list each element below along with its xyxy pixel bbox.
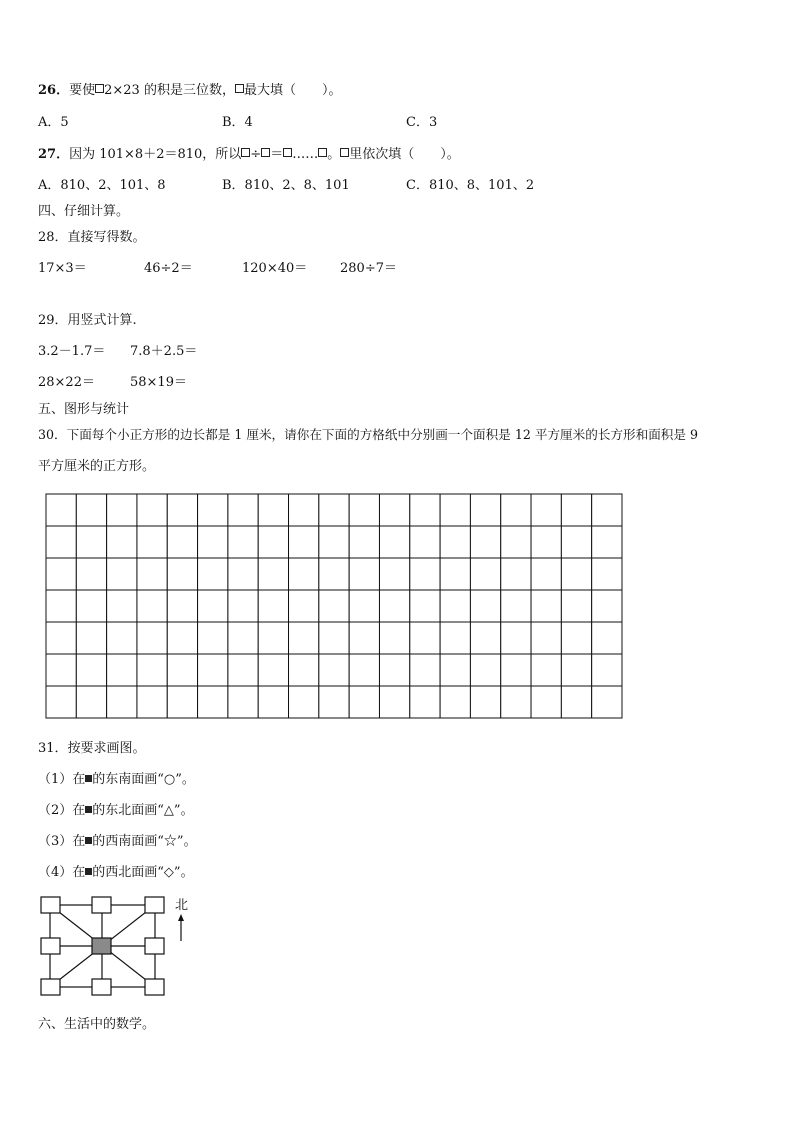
- q31-item-1: [38, 771, 195, 789]
- grid-cell[interactable]: [440, 526, 470, 558]
- grid-cell[interactable]: [107, 622, 137, 654]
- grid-cell[interactable]: [319, 494, 349, 526]
- grid-cell[interactable]: [531, 622, 561, 654]
- grid-cell[interactable]: [46, 494, 76, 526]
- northeast-box[interactable]: [145, 897, 164, 913]
- grid-cell[interactable]: [531, 526, 561, 558]
- grid-cell[interactable]: [410, 494, 440, 526]
- q31-item-4: [38, 864, 194, 882]
- grid-cell[interactable]: [228, 654, 258, 686]
- grid-cell[interactable]: [501, 590, 531, 622]
- grid-cell[interactable]: [319, 622, 349, 654]
- grid-cell[interactable]: [379, 494, 409, 526]
- grid-cell[interactable]: [167, 654, 197, 686]
- q28-item-2: 46÷2＝: [144, 261, 193, 276]
- grid-cell[interactable]: [228, 494, 258, 526]
- q27-text-a: 因为 101×8＋2＝810，所以: [69, 147, 242, 162]
- grid-cell[interactable]: [228, 526, 258, 558]
- grid-cell[interactable]: [289, 654, 319, 686]
- grid-cell[interactable]: [561, 654, 591, 686]
- grid-cell[interactable]: [137, 494, 167, 526]
- blank-box-icon: [261, 148, 270, 157]
- grid-cell[interactable]: [410, 622, 440, 654]
- q27-option-c[interactable]: C．810、8、101、2: [406, 178, 535, 193]
- north-label: 北: [175, 898, 189, 913]
- square-grid-paper[interactable]: [45, 493, 623, 720]
- grid-cell[interactable]: [258, 558, 288, 590]
- grid-cell[interactable]: [167, 558, 197, 590]
- grid-cell[interactable]: [107, 590, 137, 622]
- grid-cell[interactable]: [501, 686, 531, 718]
- grid-cell[interactable]: [349, 494, 379, 526]
- grid-cell[interactable]: [592, 590, 622, 622]
- grid-cell[interactable]: [137, 654, 167, 686]
- grid-cell[interactable]: [440, 654, 470, 686]
- grid-cell[interactable]: [107, 686, 137, 718]
- grid-cell[interactable]: [289, 622, 319, 654]
- q26-text-mid: 2×23 的积是三位数，: [104, 83, 235, 98]
- section-heading-4: 四、仔细计算。: [38, 204, 130, 219]
- east-box[interactable]: [145, 938, 164, 954]
- q26-option-b[interactable]: B．4: [222, 115, 253, 130]
- grid-cell[interactable]: [470, 654, 500, 686]
- grid-cell[interactable]: [349, 526, 379, 558]
- grid-cell[interactable]: [76, 494, 106, 526]
- grid-cell[interactable]: [76, 622, 106, 654]
- q27-option-b[interactable]: B．810、2、8、101: [222, 178, 350, 193]
- grid-cell[interactable]: [107, 526, 137, 558]
- north-box[interactable]: [92, 897, 111, 913]
- grid-cell[interactable]: [531, 558, 561, 590]
- grid-cell[interactable]: [167, 494, 197, 526]
- blank-box-icon: [241, 148, 250, 157]
- grid-cell[interactable]: [258, 590, 288, 622]
- q27-text-b: 里依次填（ ）。: [349, 147, 460, 162]
- q31-item-1-post: 的东南面画“○”。: [92, 772, 195, 787]
- grid-cell[interactable]: [46, 526, 76, 558]
- grid-cell[interactable]: [289, 526, 319, 558]
- grid-cell[interactable]: [531, 590, 561, 622]
- blank-box-icon: [340, 148, 349, 157]
- grid-cell[interactable]: [501, 494, 531, 526]
- grid-cell[interactable]: [440, 590, 470, 622]
- grid-cell[interactable]: [379, 654, 409, 686]
- grid-cell[interactable]: [592, 494, 622, 526]
- grid-cell[interactable]: [440, 558, 470, 590]
- q29-item-2: 7.8＋2.5＝: [130, 344, 198, 359]
- q29-title: 29．用竖式计算.: [38, 313, 137, 328]
- grid-cell[interactable]: [76, 686, 106, 718]
- q29-item-3: 28×22＝: [38, 375, 95, 390]
- grid-cell[interactable]: [198, 526, 228, 558]
- grid-cell[interactable]: [167, 622, 197, 654]
- grid-cell[interactable]: [470, 686, 500, 718]
- grid-cell[interactable]: [410, 558, 440, 590]
- grid-cell[interactable]: [167, 686, 197, 718]
- grid-cell[interactable]: [501, 622, 531, 654]
- grid-cell[interactable]: [167, 526, 197, 558]
- q26-number: 26．: [38, 83, 70, 98]
- grid-cell[interactable]: [470, 558, 500, 590]
- blank-box-icon: [283, 148, 292, 157]
- grid-cell[interactable]: [137, 558, 167, 590]
- grid-cell[interactable]: [349, 686, 379, 718]
- southeast-box[interactable]: [145, 979, 164, 995]
- q31-title: 31．按要求画图。: [38, 741, 146, 756]
- q31-item-4-post: 的西北面画“◇”。: [92, 865, 194, 880]
- grid-cell[interactable]: [592, 622, 622, 654]
- grid-cell[interactable]: [349, 654, 379, 686]
- section-heading-5: 五、图形与统计: [38, 402, 130, 417]
- grid-cell[interactable]: [198, 654, 228, 686]
- grid-cell[interactable]: [349, 622, 379, 654]
- grid-cell[interactable]: [410, 590, 440, 622]
- southwest-box[interactable]: [41, 979, 60, 995]
- grid-cell[interactable]: [561, 590, 591, 622]
- q28-item-3: 120×40＝: [242, 261, 308, 276]
- q29-item-1: 3.2－1.7＝: [38, 344, 106, 359]
- grid-cell[interactable]: [258, 526, 288, 558]
- grid-cell[interactable]: [228, 622, 258, 654]
- grid-cell[interactable]: [228, 558, 258, 590]
- grid-cell[interactable]: [76, 526, 106, 558]
- south-box[interactable]: [92, 979, 111, 995]
- grid-cell[interactable]: [46, 686, 76, 718]
- grid-cell[interactable]: [76, 590, 106, 622]
- q31-item-2-pre: （2）在: [38, 803, 86, 818]
- grid-cell[interactable]: [440, 494, 470, 526]
- grid-cell[interactable]: [198, 494, 228, 526]
- grid-cell[interactable]: [592, 654, 622, 686]
- grid-cell[interactable]: [258, 622, 288, 654]
- grid-cell[interactable]: [531, 494, 561, 526]
- grid-cell[interactable]: [137, 590, 167, 622]
- grid-cell[interactable]: [561, 686, 591, 718]
- grid-cell[interactable]: [561, 494, 591, 526]
- grid-cell[interactable]: [258, 494, 288, 526]
- grid-cell[interactable]: [379, 622, 409, 654]
- grid-cell[interactable]: [349, 590, 379, 622]
- grid-cell[interactable]: [137, 526, 167, 558]
- q31-item-3: [38, 833, 197, 851]
- q27-expr-divide: ÷: [250, 147, 262, 162]
- q30-text-line1: 30．下面每个小正方形的边长都是 1 厘米，请你在下面的方格纸中分别画一个面积是 12 平方厘米的长方形和面积是 9: [38, 427, 698, 442]
- grid-cell[interactable]: [410, 526, 440, 558]
- q27-expr-equals: ＝: [270, 147, 284, 162]
- q31-item-3-post: 的西南面画“☆”。: [92, 834, 197, 849]
- q28-item-4: 280÷7＝: [340, 261, 397, 276]
- q28-title: 28．直接写得数。: [38, 230, 146, 245]
- grid-cell[interactable]: [107, 558, 137, 590]
- grid-cell[interactable]: [561, 622, 591, 654]
- grid-cell[interactable]: [76, 558, 106, 590]
- grid-cell[interactable]: [319, 526, 349, 558]
- blank-box-icon: [95, 84, 104, 93]
- grid-cell[interactable]: [470, 526, 500, 558]
- grid-cell[interactable]: [319, 686, 349, 718]
- grid-cell[interactable]: [440, 622, 470, 654]
- grid-cell[interactable]: [561, 558, 591, 590]
- grid-cell[interactable]: [319, 590, 349, 622]
- grid-cell[interactable]: [319, 654, 349, 686]
- grid-cell[interactable]: [379, 526, 409, 558]
- q26-option-a[interactable]: A．5: [38, 115, 69, 130]
- direction-diagram[interactable]: [38, 893, 198, 1003]
- q30-text-line2: 平方厘米的正方形。: [38, 459, 156, 474]
- grid-cell[interactable]: [107, 494, 137, 526]
- q31-item-3-pre: （3）在: [38, 834, 86, 849]
- northwest-box[interactable]: [41, 897, 60, 913]
- q31-item-1-pre: （1）在: [38, 772, 86, 787]
- grid-cell[interactable]: [137, 622, 167, 654]
- center-square-icon: [92, 938, 111, 954]
- q27-expr-remainder: ……: [292, 147, 319, 162]
- west-box[interactable]: [41, 938, 60, 954]
- grid-cell[interactable]: [379, 590, 409, 622]
- grid-cell[interactable]: [531, 686, 561, 718]
- grid-cell[interactable]: [289, 494, 319, 526]
- q26-stem: [38, 82, 341, 100]
- grid-cell[interactable]: [46, 654, 76, 686]
- grid-cell[interactable]: [531, 654, 561, 686]
- q27-stem: [38, 146, 460, 164]
- grid-cell[interactable]: [46, 622, 76, 654]
- q27-expr-period: 。: [327, 147, 341, 162]
- north-arrowhead-icon: [178, 914, 184, 921]
- grid-cell[interactable]: [410, 654, 440, 686]
- grid-cell[interactable]: [592, 686, 622, 718]
- grid-cell[interactable]: [410, 686, 440, 718]
- blank-box-icon: [235, 84, 244, 93]
- grid-cell[interactable]: [198, 622, 228, 654]
- grid-cell[interactable]: [289, 558, 319, 590]
- q27-number: 27．: [38, 147, 70, 162]
- grid-cell[interactable]: [592, 558, 622, 590]
- grid-cell[interactable]: [349, 558, 379, 590]
- grid-cell[interactable]: [319, 558, 349, 590]
- q26-text-pre: 要使: [69, 83, 96, 98]
- grid-cell[interactable]: [470, 494, 500, 526]
- grid-cell[interactable]: [501, 654, 531, 686]
- q26-option-c[interactable]: C．3: [406, 115, 438, 130]
- q31-item-2: [38, 802, 194, 820]
- q29-item-4: 58×19＝: [130, 375, 187, 390]
- grid-cell[interactable]: [46, 590, 76, 622]
- grid-cell[interactable]: [289, 590, 319, 622]
- grid-cell[interactable]: [379, 558, 409, 590]
- grid-cell[interactable]: [137, 686, 167, 718]
- blank-box-icon: [318, 148, 327, 157]
- q26-text-post: 最大填（ ）。: [243, 83, 342, 98]
- grid-cell[interactable]: [440, 686, 470, 718]
- grid-cell[interactable]: [258, 654, 288, 686]
- grid-cell[interactable]: [501, 558, 531, 590]
- section-heading-6: 六、生活中的数学。: [38, 1017, 156, 1032]
- grid-cell[interactable]: [76, 654, 106, 686]
- grid-cell[interactable]: [228, 686, 258, 718]
- grid-cell[interactable]: [46, 558, 76, 590]
- grid-cell[interactable]: [592, 526, 622, 558]
- q28-item-1: 17×3＝: [38, 261, 87, 276]
- q31-item-4-pre: （4）在: [38, 865, 86, 880]
- grid-cell[interactable]: [107, 654, 137, 686]
- grid-cell[interactable]: [289, 686, 319, 718]
- grid-cell[interactable]: [470, 590, 500, 622]
- grid-cell[interactable]: [198, 590, 228, 622]
- grid-cell[interactable]: [470, 622, 500, 654]
- grid-cell[interactable]: [198, 686, 228, 718]
- grid-cell[interactable]: [501, 526, 531, 558]
- q31-item-2-post: 的东北面画“△”。: [92, 803, 194, 818]
- grid-cell[interactable]: [198, 558, 228, 590]
- grid-cell[interactable]: [561, 526, 591, 558]
- q27-option-a[interactable]: A．810、2、101、8: [38, 178, 166, 193]
- grid-cell[interactable]: [379, 686, 409, 718]
- grid-cell[interactable]: [258, 686, 288, 718]
- grid-cell[interactable]: [167, 590, 197, 622]
- grid-cell[interactable]: [228, 590, 258, 622]
